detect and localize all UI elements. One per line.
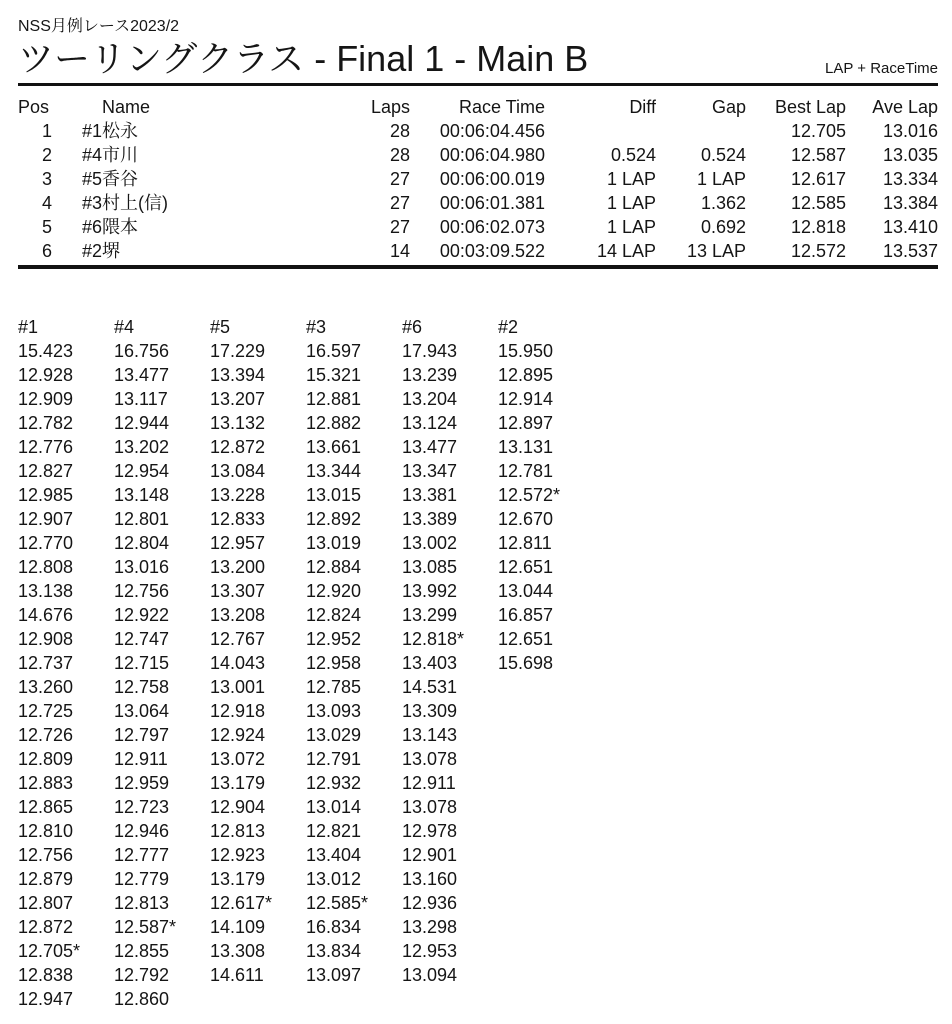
lap-time: 13.834 [306,941,362,961]
diff-cell: 1 LAP [606,169,656,189]
col-header-avelap: Ave Lap [872,97,938,117]
lap-time: 12.813 [210,821,266,841]
lap-time: 12.911 [114,749,168,769]
lap-time: 13.044 [498,581,554,601]
pos-cell: 2 [41,145,52,165]
lap-time: 12.587* [114,917,177,937]
lap-time: 12.810 [18,821,74,841]
lap-time: 13.078 [402,749,458,769]
lap-time: 13.131 [498,437,554,457]
car-number-cell: #4 [81,145,102,165]
lap-time: 13.344 [306,461,362,481]
lap-time: 13.204 [402,389,458,409]
lap-time: 13.097 [306,965,362,985]
pos-cell: 6 [41,241,52,261]
gap-cell: 0.692 [700,217,746,237]
col-header-pos: Pos [18,97,50,117]
lap-time: 13.029 [306,725,362,745]
lap-time: 12.907 [18,509,74,529]
lap-time: 13.078 [402,797,458,817]
lap-time: 13.477 [114,365,170,385]
lap-time: 14.611 [210,965,264,985]
lap-time: 13.381 [402,485,458,505]
lap-time: 12.855 [114,941,170,961]
lap-column-car6 [402,315,498,1011]
laps-cell: 28 [389,145,410,165]
lap-time: 12.827 [18,461,74,481]
driver-name-cell: 隈本 [102,217,138,237]
lap-time: 12.833 [210,509,266,529]
lap-column-header: #1 [18,317,39,337]
diff-cell: 0.524 [610,145,656,165]
results-divider [18,265,938,269]
result-row [18,215,938,239]
lap-time: 12.914 [498,389,554,409]
lap-time: 12.985 [18,485,74,505]
lap-time: 12.879 [18,869,74,889]
lap-time: 15.950 [498,341,554,361]
car-number-cell: #1 [81,121,102,141]
result-row [18,239,938,263]
lap-time: 12.897 [498,413,554,433]
ave-lap-cell: 13.334 [882,169,938,189]
car-number-cell: #6 [81,217,102,237]
lap-time: 12.923 [210,845,266,865]
pos-cell: 1 [41,121,52,141]
col-header-racetime: Race Time [458,97,545,117]
lap-time: 12.904 [210,797,266,817]
ave-lap-cell: 13.384 [882,193,938,213]
lap-time: 12.809 [18,749,74,769]
lap-time: 16.756 [114,341,170,361]
gap-cell [656,119,746,143]
race-time-cell: 00:06:04.456 [439,121,545,141]
diff-cell: 1 LAP [606,217,656,237]
lap-column-car5 [210,315,306,1011]
lap-time: 13.001 [210,677,266,697]
lap-time: 13.347 [402,461,458,481]
race-time-cell: 00:03:09.522 [439,241,545,261]
lap-time: 13.309 [402,701,458,721]
lap-time: 12.715 [114,653,170,673]
diff-cell: 14 LAP [596,241,656,261]
lap-time: 13.138 [18,581,74,601]
race-time-cell: 00:06:04.980 [439,145,545,165]
lap-time: 13.239 [402,365,458,385]
driver-name-cell: 堺 [102,241,120,261]
lap-time: 12.895 [498,365,554,385]
lap-column-car1 [18,315,114,1011]
lap-time: 13.094 [402,965,458,985]
lap-time: 12.776 [18,437,74,457]
lap-time: 12.723 [114,797,170,817]
lap-time: 12.924 [210,725,266,745]
laps-cell: 28 [389,121,410,141]
lap-time: 12.953 [402,941,458,961]
header-divider [18,83,938,86]
col-header-diff: Diff [629,97,656,117]
driver-name-cell: 市川 [102,145,138,165]
lap-time: 12.928 [18,365,74,385]
result-row [18,167,938,191]
laps-cell: 27 [389,217,410,237]
lap-time: 13.200 [210,557,266,577]
lap-time: 12.617* [210,893,273,913]
best-lap-cell: 12.617 [790,169,846,189]
lap-time: 13.394 [210,365,266,385]
lap-time: 13.179 [210,869,266,889]
lap-time: 13.085 [402,557,458,577]
lap-time: 16.857 [498,605,554,625]
race-time-cell: 00:06:01.381 [439,193,545,213]
pos-cell: 4 [41,193,52,213]
lap-time: 13.015 [306,485,362,505]
best-lap-cell: 12.587 [790,145,846,165]
lap-time: 12.944 [114,413,170,433]
lap-time: 12.922 [114,605,170,625]
lap-time: 13.064 [114,701,170,721]
lap-time: 12.920 [306,581,362,601]
lap-time: 12.737 [18,653,74,673]
lap-time: 12.872 [18,917,74,937]
lap-time: 12.818* [402,629,465,649]
lap-time: 12.792 [114,965,170,985]
class-race-title: ツーリングクラス - Final 1 - Main B [18,38,589,79]
lap-time: 12.670 [498,509,554,529]
ave-lap-cell: 13.016 [882,121,938,141]
lap-column-header: #6 [402,317,423,337]
best-lap-cell: 12.585 [790,193,846,213]
lap-time: 15.423 [18,341,74,361]
laps-cell: 27 [389,169,410,189]
lap-time: 12.959 [114,773,170,793]
lap-time: 12.946 [114,821,170,841]
car-number-cell: #5 [81,169,102,189]
lap-time: 13.084 [210,461,266,481]
lap-time: 12.865 [18,797,74,817]
lap-time: 12.808 [18,557,74,577]
lap-time: 13.228 [210,485,266,505]
lap-time: 13.179 [210,773,266,793]
lap-time: 13.002 [402,533,458,553]
race-time-cell: 00:06:02.073 [439,217,545,237]
lap-time: 13.404 [306,845,362,865]
lap-time: 12.726 [18,725,74,745]
results-table [18,95,938,263]
col-header-bestlap: Best Lap [774,97,846,117]
ave-lap-cell: 13.035 [882,145,938,165]
lap-time: 12.883 [18,773,74,793]
lap-time: 12.908 [18,629,74,649]
lap-time: 12.811 [498,533,552,553]
lap-time: 13.072 [210,749,266,769]
lap-time: 15.321 [306,365,362,385]
lap-time: 12.797 [114,725,170,745]
lap-time: 12.585* [306,893,369,913]
lap-time: 12.882 [306,413,362,433]
result-row [18,191,938,215]
lap-time: 17.943 [402,341,458,361]
laps-cell: 14 [389,241,410,261]
lap-column-header: #3 [306,317,327,337]
lap-time: 13.260 [18,677,74,697]
lap-column-car3 [306,315,402,1011]
result-row [18,143,938,167]
lap-time: 12.911 [402,773,456,793]
lap-time: 13.016 [114,557,170,577]
gap-cell: 0.524 [700,145,746,165]
lap-time: 13.992 [402,581,458,601]
ave-lap-cell: 13.410 [882,217,938,237]
col-header-laps: Laps [370,97,410,117]
lap-time: 13.299 [402,605,458,625]
lap-time: 13.132 [210,413,266,433]
lap-time: 13.093 [306,701,362,721]
pos-cell: 3 [41,169,52,189]
lap-column-header: #5 [210,317,231,337]
lap-time: 12.909 [18,389,74,409]
lap-time: 12.756 [18,845,74,865]
lap-time: 12.881 [306,389,362,409]
lap-time: 12.651 [498,629,554,649]
gap-cell: 13 LAP [686,241,746,261]
lap-time: 12.758 [114,677,170,697]
col-header-car [52,95,102,119]
lap-column-header: #2 [498,317,519,337]
lap-time: 14.043 [210,653,266,673]
lap-time: 13.389 [402,509,458,529]
best-lap-cell: 12.818 [790,217,846,237]
lap-time: 12.932 [306,773,362,793]
lap-time: 14.531 [402,677,458,697]
lap-time: 12.957 [210,533,266,553]
lap-time: 13.308 [210,941,266,961]
col-header-name: Name [102,97,151,117]
lap-time: 12.824 [306,605,362,625]
best-lap-cell: 12.705 [790,121,846,141]
result-row [18,119,938,143]
lap-time: 12.901 [402,845,458,865]
laps-cell: 27 [389,193,410,213]
lap-time: 12.838 [18,965,74,985]
lap-time: 12.936 [402,893,458,913]
lap-time: 13.160 [402,869,458,889]
lap-time: 16.834 [306,917,362,937]
lap-time: 12.947 [18,989,74,1009]
results-header-row [18,95,938,119]
diff-cell [545,119,656,143]
lap-column-car4 [114,315,210,1011]
lap-time: 12.767 [210,629,266,649]
lap-time: 12.777 [114,845,170,865]
lap-time: 13.143 [402,725,458,745]
col-header-gap: Gap [711,97,746,117]
race-time-cell: 00:06:00.019 [439,169,545,189]
lap-time: 17.229 [210,341,266,361]
lap-time: 12.785 [306,677,362,697]
lap-time: 13.207 [210,389,266,409]
lap-time: 12.770 [18,533,74,553]
lap-time: 12.747 [114,629,170,649]
lap-time: 13.403 [402,653,458,673]
lap-time: 16.597 [306,341,362,361]
lap-time: 12.918 [210,701,266,721]
lap-time: 12.954 [114,461,170,481]
lap-time: 12.807 [18,893,74,913]
lap-time: 12.756 [114,581,170,601]
lap-time: 12.801 [114,509,170,529]
lap-time: 12.705* [18,941,81,961]
lap-time: 12.779 [114,869,170,889]
lap-time: 12.978 [402,821,458,841]
lap-column-car2 [498,315,594,1011]
lap-time: 14.109 [210,917,266,937]
car-number-cell: #3 [81,193,102,213]
car-number-cell: #2 [81,241,102,261]
lap-time: 13.148 [114,485,170,505]
lap-time: 12.651 [498,557,554,577]
lap-times-section [18,315,938,1011]
lap-time: 13.019 [306,533,362,553]
ave-lap-cell: 13.537 [882,241,938,261]
lap-time: 12.884 [306,557,362,577]
gap-cell: 1.362 [700,193,746,213]
lap-time: 12.791 [306,749,362,769]
event-title: NSS月例レース2023/2 [18,18,180,35]
lap-time: 12.725 [18,701,74,721]
lap-time: 13.012 [306,869,362,889]
lap-time: 12.860 [114,989,170,1009]
lap-time: 12.958 [306,653,362,673]
lap-time: 13.208 [210,605,266,625]
lap-time: 12.813 [114,893,170,913]
lap-time: 12.952 [306,629,362,649]
lap-time: 13.014 [306,797,362,817]
pos-cell: 5 [41,217,52,237]
lap-time: 12.821 [306,821,362,841]
lap-time: 12.804 [114,533,170,553]
lap-time: 12.782 [18,413,74,433]
report-header [18,38,938,80]
lap-time: 13.477 [402,437,458,457]
lap-time: 13.124 [402,413,458,433]
best-lap-cell: 12.572 [790,241,846,261]
lap-time: 13.661 [306,437,362,457]
lap-time: 12.572* [498,485,561,505]
results-body [18,119,938,263]
driver-name-cell: 松永 [102,121,138,141]
timing-mode-label: LAP + RaceTime [825,60,938,77]
lap-column-header: #4 [114,317,135,337]
lap-time: 12.872 [210,437,266,457]
lap-time: 13.298 [402,917,458,937]
lap-time: 13.307 [210,581,266,601]
gap-cell: 1 LAP [696,169,746,189]
lap-time: 12.892 [306,509,362,529]
driver-name-cell: 香谷 [102,169,138,189]
lap-time: 13.202 [114,437,170,457]
lap-time: 15.698 [498,653,554,673]
lap-time: 13.117 [114,389,168,409]
diff-cell: 1 LAP [606,193,656,213]
driver-name-cell: 村上(信) [102,193,168,213]
lap-time: 14.676 [18,605,74,625]
lap-time: 12.781 [498,461,554,481]
